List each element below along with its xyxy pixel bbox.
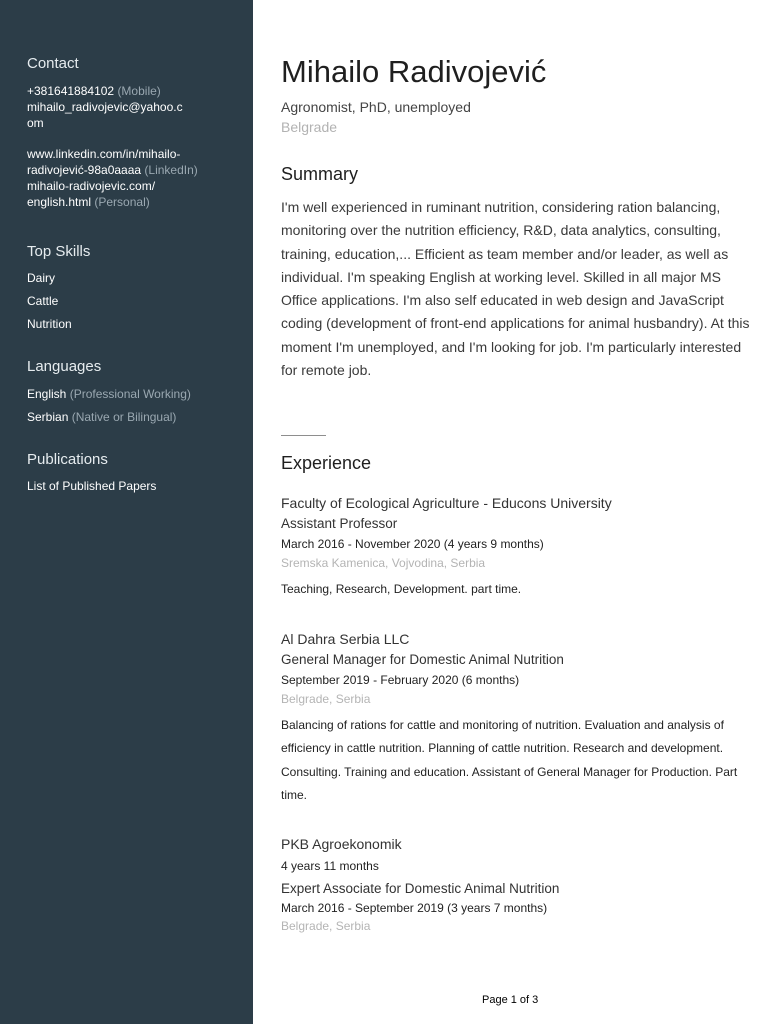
experience-dates: March 2016 - September 2019 (3 years 7 months) xyxy=(281,901,548,915)
experience-dates: September 2019 - February 2020 (6 months) xyxy=(281,673,520,687)
experience-entry xyxy=(281,630,751,807)
contact-phone-line xyxy=(27,83,242,99)
languages-heading: Languages xyxy=(27,358,102,375)
publications-section xyxy=(27,451,242,501)
top-skills-heading: Top Skills xyxy=(27,243,91,260)
contact-phone-label: (Mobile) xyxy=(117,84,161,98)
contact-email-line-2[interactable]: om xyxy=(27,116,44,130)
language-level: (Professional Working) xyxy=(69,387,191,401)
experience-title: Experience xyxy=(281,453,372,473)
language-item xyxy=(27,409,176,425)
main-content xyxy=(253,0,768,1024)
experience-company: PKB Agroekonomik xyxy=(281,836,402,852)
contact-linkedin-line-2 xyxy=(27,162,242,178)
contact-linkedin-label: (LinkedIn) xyxy=(144,163,198,177)
experience-tenure: 4 years 11 months xyxy=(281,859,379,873)
page-number: Page 1 of 3 xyxy=(482,994,539,1006)
top-skills-section xyxy=(27,243,242,333)
contact-linkedin-line-1[interactable]: www.linkedin.com/in/mihailo- xyxy=(27,147,181,161)
skill-item: Dairy xyxy=(27,271,56,285)
sidebar xyxy=(0,0,253,1024)
publication-item[interactable]: List of Published Papers xyxy=(27,479,157,493)
experience-location: Sremska Kamenica, Vojvodina, Serbia xyxy=(281,556,486,570)
language-name: English xyxy=(27,387,67,401)
skill-item: Nutrition xyxy=(27,317,72,331)
contact-personal-label: (Personal) xyxy=(94,195,150,209)
summary-title: Summary xyxy=(281,164,359,184)
contact-personal-line-2 xyxy=(27,194,242,210)
experience-role: Expert Associate for Domestic Animal Nutrition xyxy=(281,881,560,896)
experience-description: Balancing of rations for cattle and monitoring of nutrition. Evaluation and analysis of efficiency in cattle nutrition. Planning of cattle nutrition. Research and development. Consulting. Training and education. Assistant of General Manager for Production. Part time. xyxy=(281,718,738,802)
language-level: (Native or Bilingual) xyxy=(71,410,177,424)
experience-description: Teaching, Research, Development. part time. xyxy=(281,582,522,596)
experience-dates: March 2016 - November 2020 (4 years 9 months) xyxy=(281,537,544,551)
experience-company: Faculty of Ecological Agriculture - Educons University xyxy=(281,495,612,511)
contact-linkedin-handle[interactable]: radivojević-98a0aaaa xyxy=(27,163,142,177)
experience-role: General Manager for Domestic Animal Nutrition xyxy=(281,652,564,667)
language-name: Serbian xyxy=(27,410,69,424)
language-item xyxy=(27,386,191,402)
languages-section xyxy=(27,358,242,428)
contact-heading: Contact xyxy=(27,55,79,72)
contact-section xyxy=(27,55,242,210)
experience-entry xyxy=(281,494,751,601)
skill-item: Cattle xyxy=(27,294,59,308)
publications-heading: Publications xyxy=(27,451,108,468)
experience-role: Assistant Professor xyxy=(281,516,398,531)
contact-personal-line-1[interactable]: mihailo-radivojevic.com/ xyxy=(27,179,156,193)
experience-location: Belgrade, Serbia xyxy=(281,919,371,933)
contact-personal-url[interactable]: english.html xyxy=(27,195,92,209)
section-divider xyxy=(281,435,326,436)
experience-location: Belgrade, Serbia xyxy=(281,692,371,706)
contact-email-line-1[interactable]: mihailo_radivojevic@yahoo.c xyxy=(27,100,183,114)
experience-company: Al Dahra Serbia LLC xyxy=(281,631,410,647)
summary-text: I'm well experienced in ruminant nutrition, considering ration balancing, monitoring over the nutrition efficiency, R&D, data analytics, consulting, training, education,... Efficient as team member and/or leader, as well as individual. I'm speaking English at working level. Skilled in all major MS Office applications. I'm also self educated in web design and JavaScript coding (development of front-end applications for animal husbandry). At this moment I'm unemployed, and I'm looking for job. I'm particularly interested for remote job. xyxy=(281,199,750,379)
profile-headline: Agronomist, PhD, unemployed xyxy=(281,99,471,115)
experience-entry xyxy=(281,835,751,934)
profile-location: Belgrade xyxy=(281,119,338,135)
profile-name: Mihailo Radivojević xyxy=(281,54,547,89)
contact-phone: +381641884102 xyxy=(27,84,115,98)
